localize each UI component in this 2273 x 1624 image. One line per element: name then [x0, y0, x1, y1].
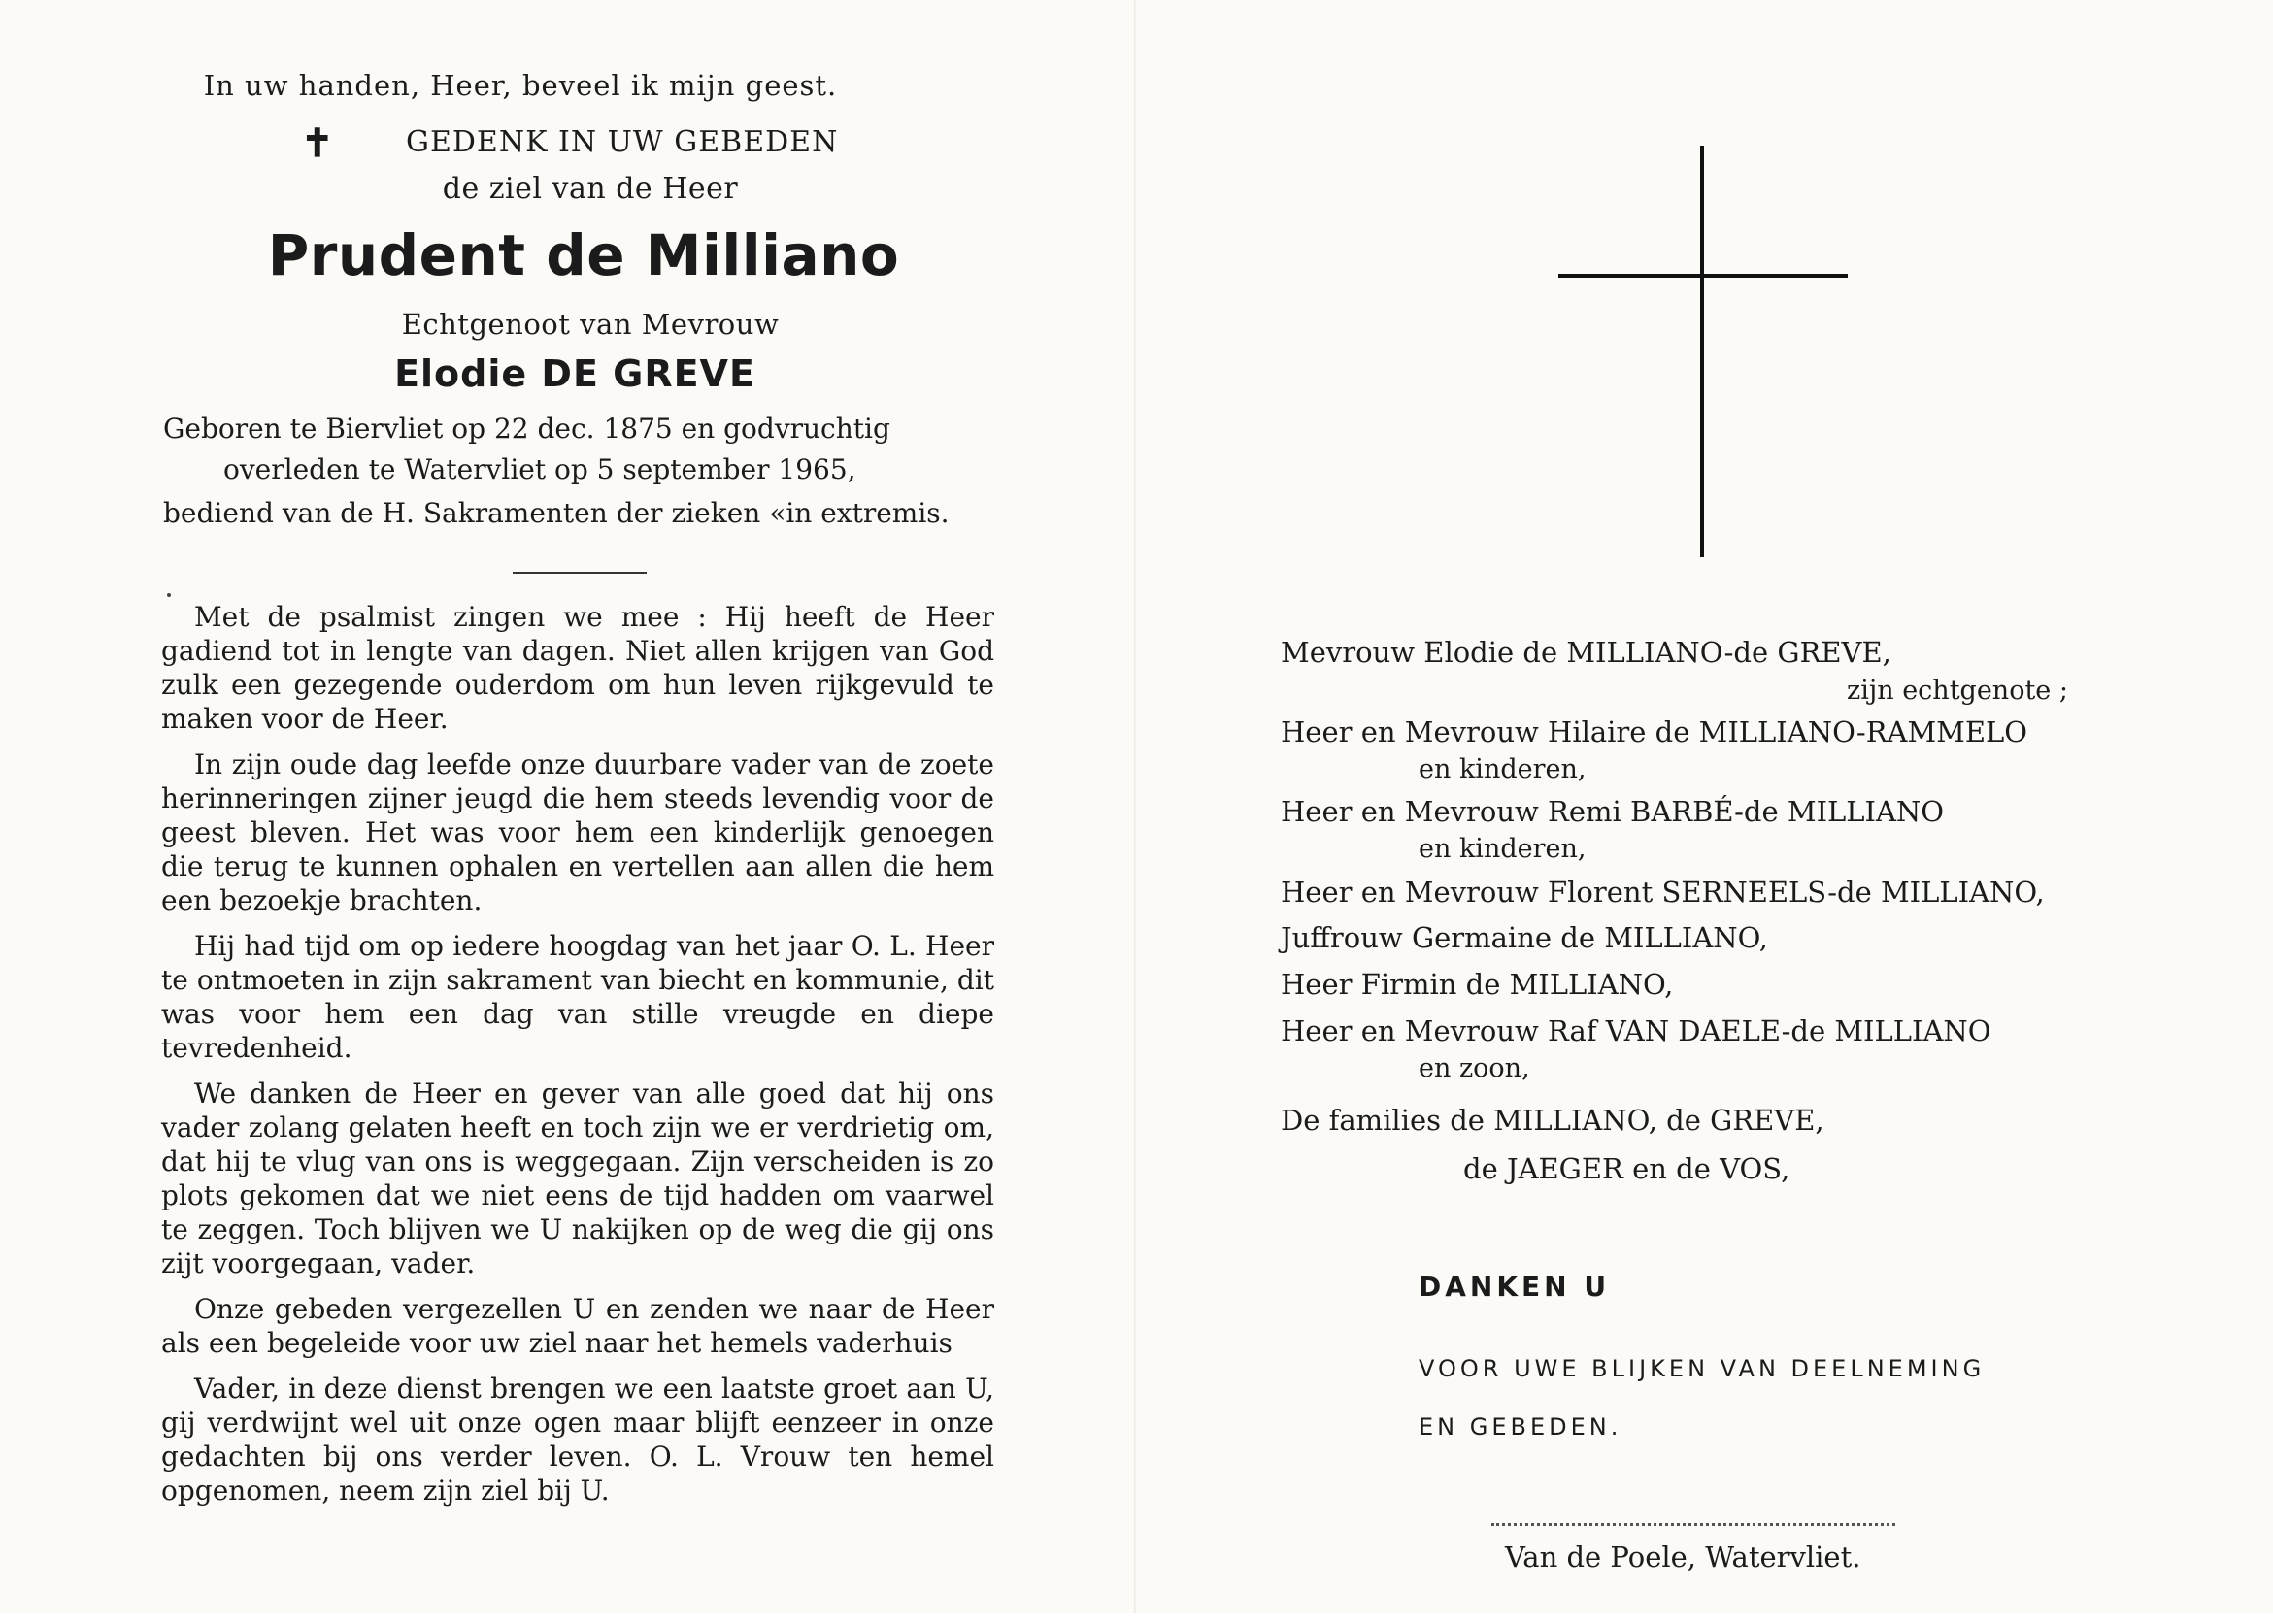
spouse-label: Echtgenoot van Mevrouw: [401, 308, 780, 341]
family-line: De families de MILLIANO, de GREVE,: [1281, 1104, 1824, 1137]
family-subline: de JAEGER en de VOS,: [1463, 1152, 1790, 1185]
left-page: [0, 0, 1134, 1624]
paragraph: Hij had tijd om op iedere hoogdag van het jaar O. L. Heer te ontmoeten in zijn sakrament van biecht en kommunie, dit was voor hem een dag van stille vreugde en diepe tevredenheid.: [161, 930, 994, 1064]
intro-line: de ziel van de Heer: [442, 172, 739, 206]
family-subline: en kinderen,: [1419, 834, 1587, 864]
epigraph: In uw handen, Heer, beveel ik mijn geest.: [203, 69, 838, 102]
paragraph: Onze gebeden vergezellen U en zenden we naar de Heer als een begeleide voor uw ziel naar het hemels vaderhuis: [161, 1293, 994, 1359]
spouse-name: Elodie DE GREVE: [394, 352, 755, 395]
family-line: Heer Firmin de MILLIANO,: [1281, 968, 1674, 1001]
family-line: Heer en Mevrouw Florent SERNEELS-de MILLIANO,: [1281, 876, 2045, 909]
paragraph: Met de psalmist zingen we mee : Hij heeft de Heer gadiend tot in lengte van dagen. Niet allen krijgen van God zulk een gezegende ouderdom om hun leven rijkgevuld te maken voor de Heer.: [161, 601, 994, 735]
dotted-rule: [1491, 1523, 1895, 1526]
paragraph: In zijn oude dag leefde onze duurbare vader van de zoete herinneringen zijner jeugd die hem steeds levendig voor de geest bleven. Het was voor hem een kinderlijk genoegen die terug te kunnen ophalen en vertellen aan allen die hem een bezoekje brachten.: [161, 748, 994, 916]
ink-dot: [167, 593, 171, 597]
small-cross-icon: ✝: [301, 120, 334, 166]
deceased-name: Prudent de Milliano: [267, 222, 900, 288]
card-edge: [0, 1613, 2273, 1624]
cross-icon: [1700, 146, 1704, 557]
paragraph: Vader, in deze dienst brengen we een laatste groet aan U, gij verdwijnt wel uit onze ogen maar blijft eenzeer in onze gedachten bij ons verder leven. O. L. Vrouw ten hemel opgenomen, neem zijn ziel bij U.: [161, 1373, 994, 1507]
family-subline: en kinderen,: [1419, 754, 1587, 784]
paragraph: We danken de Heer en gever van alle goed dat hij ons vader zolang gelaten heeft en toch zijn we er verdrietig om, dat hij te vlug van ons is weggegaan. Zijn verscheiden is zo plots gekomen dat we niet eens de tijd hadden om vaarwel te zeggen. Toch blijven we U nakijken op de weg die gij ons zijt voorgegaan, vader.: [161, 1077, 994, 1279]
family-line: Heer en Mevrouw Remi BARBÉ-de MILLIANO: [1281, 795, 1945, 828]
family-line: Heer en Mevrouw Hilaire de MILLIANO-RAMMELO: [1281, 715, 2028, 748]
thanks-title: DANKEN U: [1419, 1271, 1611, 1303]
cross-icon-bar: [1558, 274, 1848, 278]
memorial-text: [161, 600, 994, 1519]
family-line: Heer en Mevrouw Raf VAN DAELE-de MILLIANO: [1281, 1014, 1991, 1047]
family-line: Mevrouw Elodie de MILLIANO-de GREVE,: [1281, 636, 1891, 669]
family-subline: zijn echtgenote ;: [1847, 676, 2068, 706]
divider-rule: [513, 572, 647, 574]
thanks-line: EN GEBEDEN.: [1419, 1413, 1622, 1441]
printer-credit: Van de Poele, Watervliet.: [1505, 1541, 1861, 1574]
family-subline: en zoon,: [1419, 1053, 1530, 1083]
bio-line-death: overleden te Watervliet op 5 september 1965,: [223, 453, 856, 485]
family-line: Juffrouw Germaine de MILLIANO,: [1281, 921, 1768, 954]
thanks-line: VOOR UWE BLIJKEN VAN DEELNEMING: [1419, 1355, 1986, 1382]
bio-line-sacraments: bediend van de H. Sakramenten der zieken «in extremis.: [163, 497, 950, 529]
header-line: GEDENK IN UW GEBEDEN: [406, 125, 839, 159]
bio-line-birth: Geboren te Biervliet op 22 dec. 1875 en godvruchtig: [163, 413, 890, 445]
